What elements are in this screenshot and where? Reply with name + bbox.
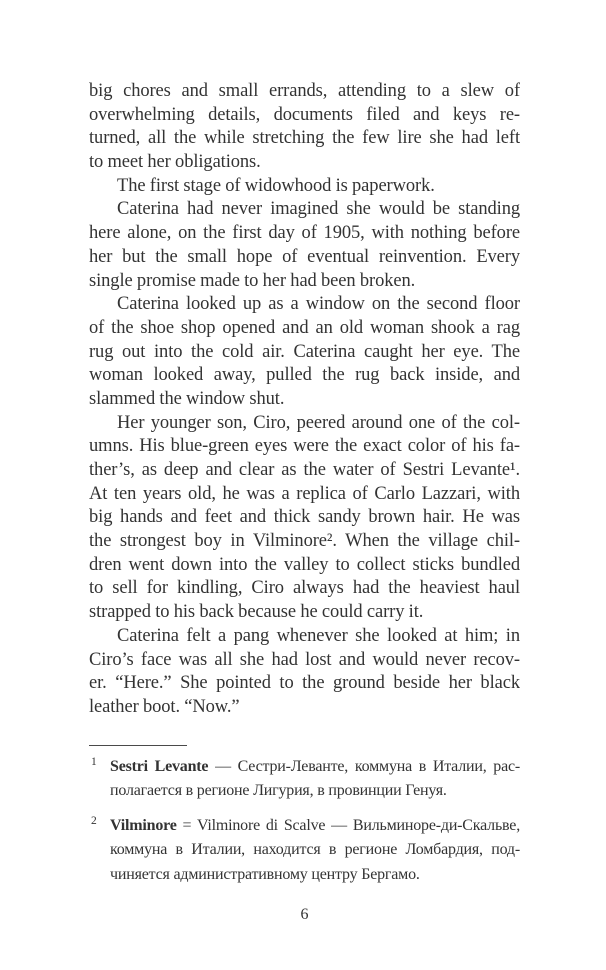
footnote-line: чиняется административному центру Бергамо. (110, 865, 420, 883)
text-line: to sell for kindling, Ciro always had the heaviest haul (89, 578, 520, 599)
text-line: the strongest boy in Vilminore². When the village chil- (89, 531, 520, 552)
footnote (89, 755, 520, 804)
footnote-first-line (110, 814, 520, 839)
footnote-line: коммуна в Италии, находится в регионе Ломбардия, под- (110, 841, 520, 859)
text-line: slammed the window shut. (89, 388, 285, 409)
footnotes-section (89, 745, 520, 888)
text-line: leather boot. “Now.” (89, 696, 240, 717)
text-line: dren went down into the valley to collect sticks bundled (89, 554, 520, 575)
text-line: At ten years old, he was a replica of Carlo Lazzari, with (89, 483, 520, 504)
paragraph (89, 175, 520, 199)
footnote-list (89, 755, 520, 888)
paragraph (89, 412, 520, 625)
text-line: big chores and small errands, attending to a slew of (89, 81, 520, 101)
footnote-term: Vilminore (110, 816, 177, 834)
text-line: of the shoe shop opened and an old woman shook a rag (89, 317, 520, 338)
text-line: turned, all the while stretching the few lire she had left (89, 128, 520, 149)
text-line: Caterina felt a pang whenever she looked at him; in (117, 625, 520, 646)
footnote-marker: 1 (91, 755, 97, 768)
footnote-marker: 2 (91, 814, 97, 827)
main-text (89, 80, 520, 720)
text-line: overwhelming details, documents filed and keys re- (89, 104, 520, 125)
text-line: woman looked away, pulled the rug back inside, and (89, 365, 520, 386)
footnote-text: — Сестри-Леванте, коммуна в Италии, рас- (208, 757, 520, 775)
footnote-separator (89, 745, 187, 746)
text-line: rug out into the cold air. Caterina caught her eye. The (89, 341, 520, 362)
text-line: her but the small hope of eventual reinvention. Every (89, 246, 520, 267)
paragraph (89, 80, 520, 175)
page-content (89, 80, 520, 888)
text-line: strapped to his back because he could carry it. (89, 602, 424, 623)
paragraph (89, 625, 520, 720)
text-line: The first stage of widowhood is paperwork. (117, 175, 435, 196)
text-line: big hands and feet and thick sandy brown hair. He was (89, 507, 520, 528)
page-number: 6 (300, 906, 309, 923)
footnote (89, 814, 520, 888)
text-line: here alone, on the first day of 1905, with nothing before (89, 223, 520, 244)
text-line: ther’s, as deep and clear as the water of Sestri Levante¹. (89, 460, 520, 480)
paragraph (89, 293, 520, 411)
text-line: single promise made to her had been broken. (89, 270, 416, 291)
text-line: Ciro’s face was all she had lost and would never recov- (89, 649, 520, 670)
footnote-first-line (110, 755, 520, 780)
text-line: Her younger son, Ciro, peered around one of the col- (117, 412, 520, 433)
text-line: Caterina had never imagined she would be standing (117, 199, 520, 220)
text-line: Caterina looked up as a window on the second floor (117, 294, 520, 315)
footnote-line: полагается в регионе Лигурия, в провинции Генуя. (110, 782, 447, 800)
paragraph (89, 198, 520, 293)
footnote-text: = Vilminore di Scalve — Вильминоре-ди-Скальве, (176, 816, 520, 834)
text-line: er. “Here.” She pointed to the ground beside her black (89, 673, 520, 694)
text-line: umns. His blue-green eyes were the exact color of his fa- (89, 436, 520, 457)
text-line: to meet her obligations. (89, 152, 261, 173)
footnote-term: Sestri Levante (110, 757, 209, 775)
